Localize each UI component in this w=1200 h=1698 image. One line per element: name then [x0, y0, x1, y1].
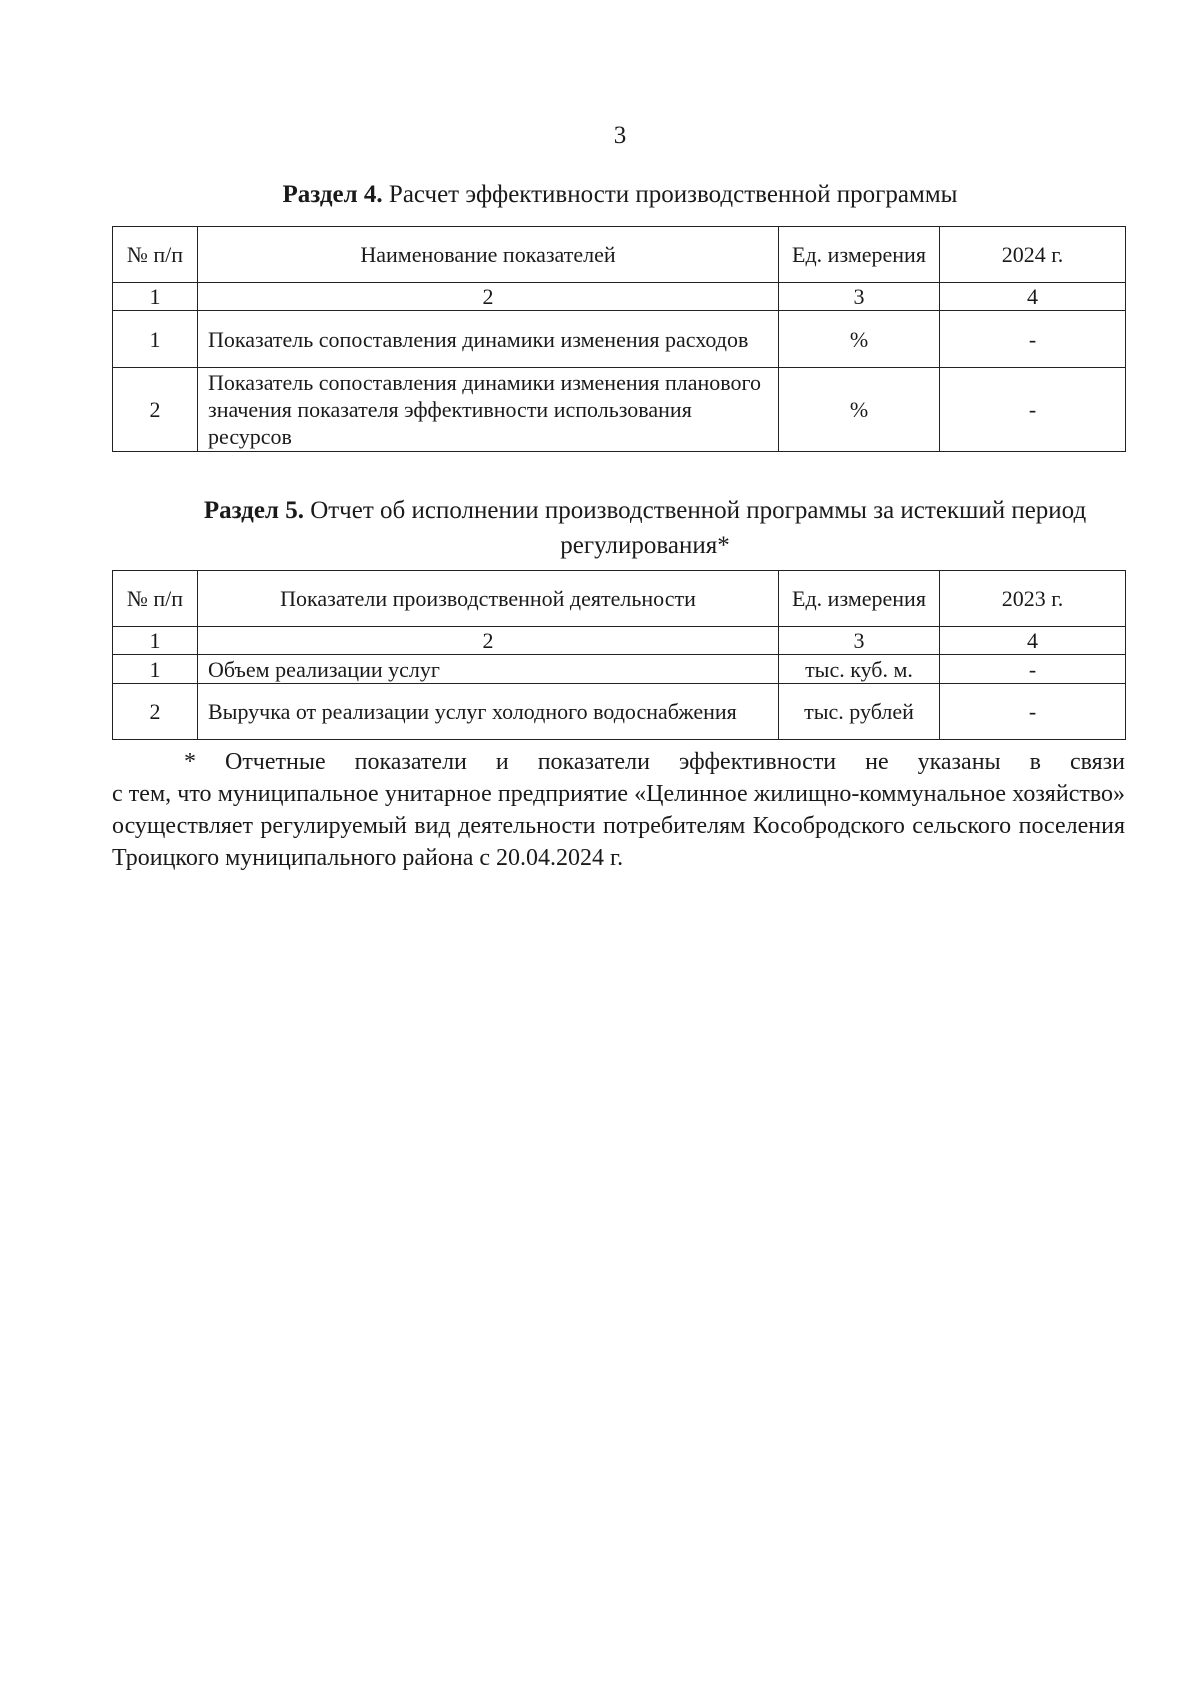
section-5-title-bold: Раздел 5. [203, 497, 304, 524]
index-cell: 2 [198, 283, 779, 311]
row-name: Объем реализации услуг [198, 655, 779, 684]
footnote [112, 746, 1125, 874]
header-cell-number: № п/п [113, 227, 198, 283]
row-number: 2 [113, 684, 198, 740]
table-header-row [113, 571, 1126, 627]
footnote-first-line: * Отчетные показатели и показатели эффективности не указаны в связи [184, 749, 1125, 775]
row-name: Показатель сопоставления динамики изменения расходов [198, 311, 779, 368]
header-cell-year: 2024 г. [940, 227, 1126, 283]
row-name: Показатель сопоставления динамики изменения планового значения показателя эффективности использования ресурсов [198, 368, 779, 452]
header-cell-name: Наименование показателей [198, 227, 779, 283]
header-cell-unit: Ед. измерения [779, 571, 940, 627]
index-cell: 2 [198, 627, 779, 655]
header-cell-number: № п/п [113, 571, 198, 627]
table-index-row [113, 283, 1126, 311]
footnote-body: с тем, что муниципальное унитарное предприятие «Целинное жилищно-коммунальное хозяйство» осуществляет регулируемый вид деятельности потребителям Кособродского сельского поселения Троицкого муниципального района с 20.04.2024 г. [112, 781, 1125, 871]
section-5-table [112, 570, 1126, 740]
table-index-row [113, 627, 1126, 655]
section-4-table [112, 226, 1126, 452]
row-value: - [940, 684, 1126, 740]
index-cell: 1 [113, 627, 198, 655]
index-cell: 1 [113, 283, 198, 311]
section-4-title-text: Расчет эффективности производственной программы [382, 181, 958, 208]
index-cell: 3 [779, 283, 940, 311]
row-unit: % [779, 311, 940, 368]
row-unit: тыс. куб. м. [779, 655, 940, 684]
section-5-title [150, 493, 1140, 563]
section-4-title [200, 177, 1040, 212]
section-4-title-bold: Раздел 4. [282, 181, 383, 208]
table-row [113, 655, 1126, 684]
section-5-title-text: Отчет об исполнении производственной программы за истекший период регулирования* [303, 497, 1087, 559]
header-cell-year: 2023 г. [940, 571, 1126, 627]
table-header-row [113, 227, 1126, 283]
header-cell-name: Показатели производственной деятельности [198, 571, 779, 627]
row-unit: % [779, 368, 940, 452]
table-row [113, 368, 1126, 452]
index-cell: 4 [940, 283, 1126, 311]
table-row [113, 684, 1126, 740]
row-number: 1 [113, 655, 198, 684]
row-number: 1 [113, 311, 198, 368]
row-value: - [940, 368, 1126, 452]
page-number: 3 [613, 122, 627, 149]
header-cell-unit: Ед. измерения [779, 227, 940, 283]
row-unit: тыс. рублей [779, 684, 940, 740]
row-name: Выручка от реализации услуг холодного водоснабжения [198, 684, 779, 740]
table-row [113, 311, 1126, 368]
index-cell: 4 [940, 627, 1126, 655]
row-number: 2 [113, 368, 198, 452]
row-value: - [940, 655, 1126, 684]
index-cell: 3 [779, 627, 940, 655]
row-value: - [940, 311, 1126, 368]
